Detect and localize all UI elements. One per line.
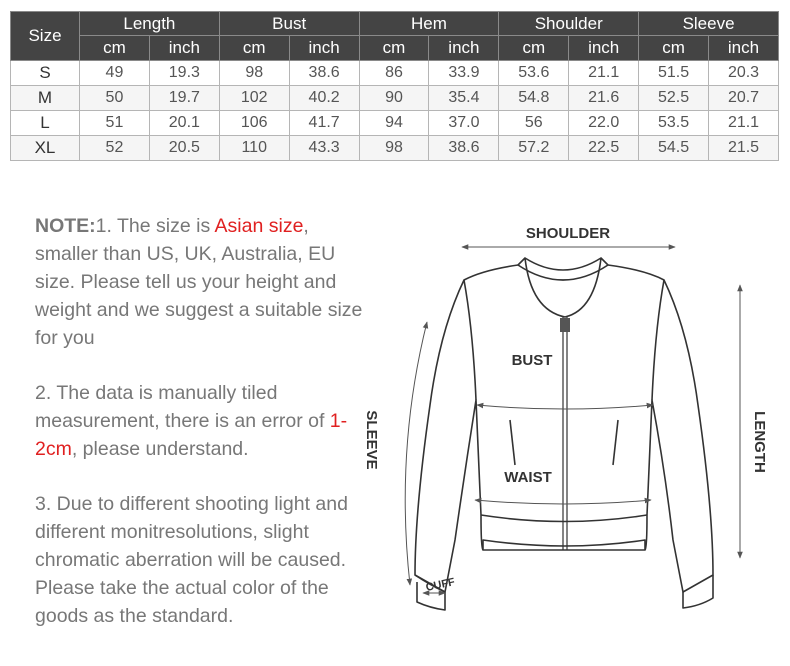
size-cell: S [11, 61, 80, 86]
table-cell: 54.8 [499, 86, 569, 111]
table-cell: 51 [80, 111, 150, 136]
table-cell: 54.5 [639, 136, 709, 161]
cuff-label: CUFF [424, 576, 456, 594]
table-cell: 21.1 [569, 61, 639, 86]
table-cell: 19.3 [149, 61, 219, 86]
table-cell: 41.7 [289, 111, 359, 136]
table-cell: 20.7 [709, 86, 779, 111]
length-header: Length [80, 12, 220, 36]
jacket-measurement-diagram [355, 210, 785, 630]
length-label: LENGTH [751, 411, 768, 473]
size-column-header: Size [11, 12, 80, 61]
table-cell: 38.6 [429, 136, 499, 161]
table-cell: 21.6 [569, 86, 639, 111]
size-cell: L [11, 111, 80, 136]
table-cell: 19.7 [149, 86, 219, 111]
table-cell: 102 [219, 86, 289, 111]
table-cell: 94 [359, 111, 429, 136]
note-3: 3. Due to different shooting light and different monitresolutions, slight chromatic aberration will be caused. Please take the actual color of the goods as the standard. [35, 493, 348, 627]
table-body [11, 61, 779, 161]
unit-header: cm [639, 36, 709, 61]
table-row [11, 86, 779, 111]
note-2 [35, 379, 375, 463]
unit-header: cm [80, 36, 150, 61]
table-cell: 52.5 [639, 86, 709, 111]
sleeve-label: SLEEVE [363, 410, 380, 470]
unit-header: inch [149, 36, 219, 61]
table-cell: 20.1 [149, 111, 219, 136]
table-cell: 43.3 [289, 136, 359, 161]
notes-section [35, 212, 375, 657]
table-cell: 86 [359, 61, 429, 86]
note-label: NOTE: [35, 215, 96, 237]
size-chart-table [10, 11, 779, 161]
table-cell: 98 [359, 136, 429, 161]
table-row [11, 61, 779, 86]
note-1-text: 1. The size is [95, 215, 215, 237]
table-units-row [11, 36, 779, 61]
bust-header: Bust [219, 12, 359, 36]
error-range-highlight: 1-2cm [35, 410, 348, 460]
table-cell: 52 [80, 136, 150, 161]
table-cell: 20.3 [709, 61, 779, 86]
shoulder-label: SHOULDER [525, 225, 611, 242]
table-cell: 21.1 [709, 111, 779, 136]
table-cell: 38.6 [289, 61, 359, 86]
table-row [11, 111, 779, 136]
table-cell: 57.2 [499, 136, 569, 161]
jacket-outline [415, 258, 713, 610]
note-2-text-rest: , please understand. [71, 438, 249, 460]
table-cell: 53.6 [499, 61, 569, 86]
table-cell: 98 [219, 61, 289, 86]
size-cell: M [11, 86, 80, 111]
table-cell: 51.5 [639, 61, 709, 86]
table-row [11, 136, 779, 161]
note-1 [35, 212, 375, 352]
table-cell: 22.0 [569, 111, 639, 136]
asian-size-highlight: Asian size [214, 215, 304, 237]
table-header-row [11, 12, 779, 36]
bust-arrow [477, 405, 653, 409]
bust-label: BUST [511, 352, 553, 369]
zipper [560, 316, 570, 550]
table-cell: 35.4 [429, 86, 499, 111]
table-cell: 56 [499, 111, 569, 136]
waist-label: WAIST [504, 469, 552, 486]
table-cell: 37.0 [429, 111, 499, 136]
table-cell: 53.5 [639, 111, 709, 136]
unit-header: inch [289, 36, 359, 61]
unit-header: cm [499, 36, 569, 61]
table-cell: 50 [80, 86, 150, 111]
table-cell: 33.9 [429, 61, 499, 86]
table-cell: 106 [219, 111, 289, 136]
note-1-text-rest: , smaller than US, UK, Australia, EU size. Please tell us your height and weight and we suggest a suitable size for you [35, 215, 363, 349]
unit-header: cm [359, 36, 429, 61]
table-cell: 49 [80, 61, 150, 86]
table-cell: 20.5 [149, 136, 219, 161]
table-cell: 22.5 [569, 136, 639, 161]
table-cell: 90 [359, 86, 429, 111]
table-cell: 110 [219, 136, 289, 161]
size-cell: XL [11, 136, 80, 161]
sleeve-header: Sleeve [639, 12, 779, 36]
unit-header: inch [569, 36, 639, 61]
note-2-text: 2. The data is manually tiled measurement, there is an error of [35, 382, 330, 432]
unit-header: inch [709, 36, 779, 61]
unit-header: inch [429, 36, 499, 61]
hem-header: Hem [359, 12, 499, 36]
table-cell: 21.5 [709, 136, 779, 161]
table-cell: 40.2 [289, 86, 359, 111]
unit-header: cm [219, 36, 289, 61]
shoulder-header: Shoulder [499, 12, 639, 36]
